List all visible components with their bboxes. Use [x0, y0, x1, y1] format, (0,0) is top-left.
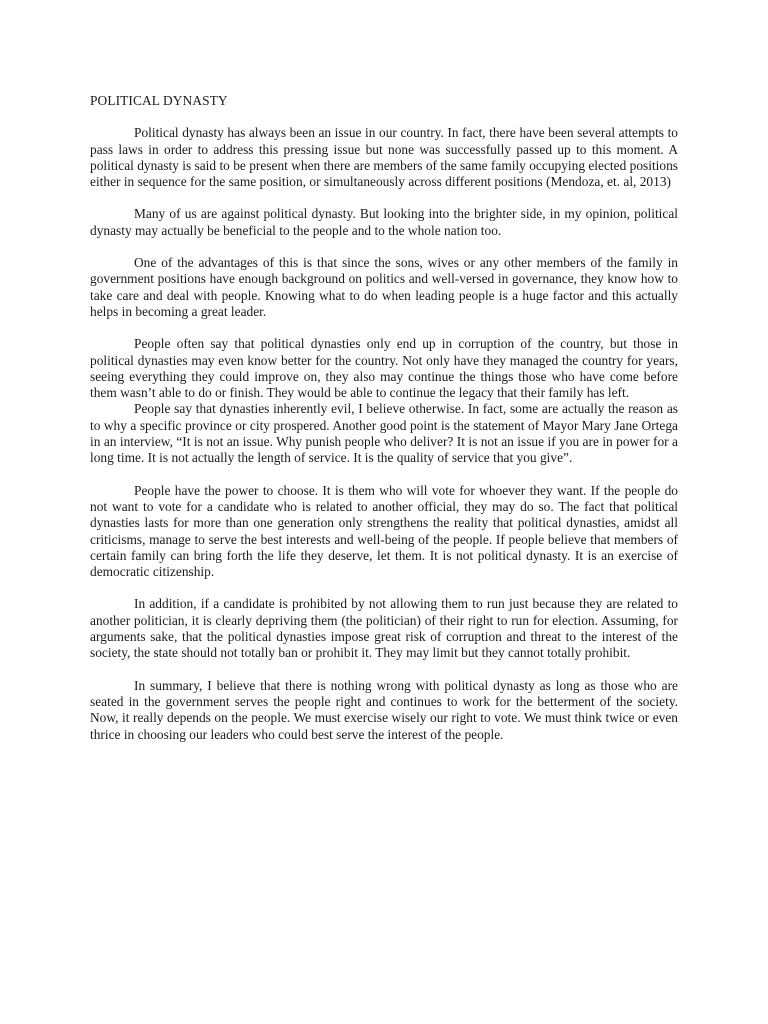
paragraph-summary: In summary, I believe that there is nothing wrong with political dynasty as long as those who are seated in the government serves the people right and continues to work for the betterment of the society. Now, it really depends on the people. We must exercise wisely our right to vote. We must think twice or even thrice in choosing our leaders who could best serve the interest of the people. [90, 677, 678, 742]
paragraph-intro: Political dynasty has always been an issue in our country. In fact, there have been several attempts to pass laws in order to address this pressing issue but none was successfully passed up to this moment. A political dynasty is said to be present when there are members of the same family occupying elected positions either in sequence for the same position, or simultaneously across different positions (Mendoza, et. al, 2013) [90, 125, 678, 190]
document-title: POLITICAL DYNASTY [90, 93, 228, 108]
paragraph-power-to-choose: People have the power to choose. It is them who will vote for whoever they want. If the people do not want to vote for a candidate who is related to another official, they may do so. The fact that political dynasties lasts for more than one generation only strengthens the reality that political dynasties, amidst all criticisms, manage to serve the best interests and well-being of the people. If people believe that members of certain family can bring forth the life they deserve, let them. It is not political dynasty. It is an exercise of democratic citizenship. [90, 482, 678, 580]
paragraph-corruption: People often say that political dynasties only end up in corruption of the country, but those in political dynasties may even know better for the country. Not only have they managed the country for years, seeing everything they could improve on, they also may continue the things those who have come before them wasn’t able to do or finish. They would be able to continue the legacy that their family has left. [90, 336, 678, 401]
paragraph-in-addition: In addition, if a candidate is prohibited by not allowing them to run just because they are related to another politician, it is clearly depriving them (the politician) of their right to run for election. Assuming, for arguments sake, that the political dynasties impose great risk of corruption and threat to the interest of the society, the state should not totally ban or prohibit it. They may limit but they cannot totally prohibit. [90, 596, 678, 661]
paragraph-advantages: One of the advantages of this is that since the sons, wives or any other members of the family in government positions have enough background on politics and well-versed in governance, they know how to take care and deal with people. Knowing what to do when leading people is a huge factor and this actually helps in becoming a great leader. [90, 255, 678, 319]
paragraph-brighter-side: Many of us are against political dynasty. But looking into the brighter side, in my opinion, political dynasty may actually be beneficial to the people and to the whole nation too. [90, 206, 678, 238]
document-page [90, 93, 678, 759]
paragraph-inherently-evil: People say that dynasties inherently evil, I believe otherwise. In fact, some are actually the reason as to why a specific province or city prospered. Another good point is the statement of Mayor Mary Jane Ortega in an interview, “It is not an issue. Why punish people who deliver? It is not an issue if you are in power for a long time. It is not actually the length of service. It is the quality of service that you give”. [90, 401, 678, 466]
